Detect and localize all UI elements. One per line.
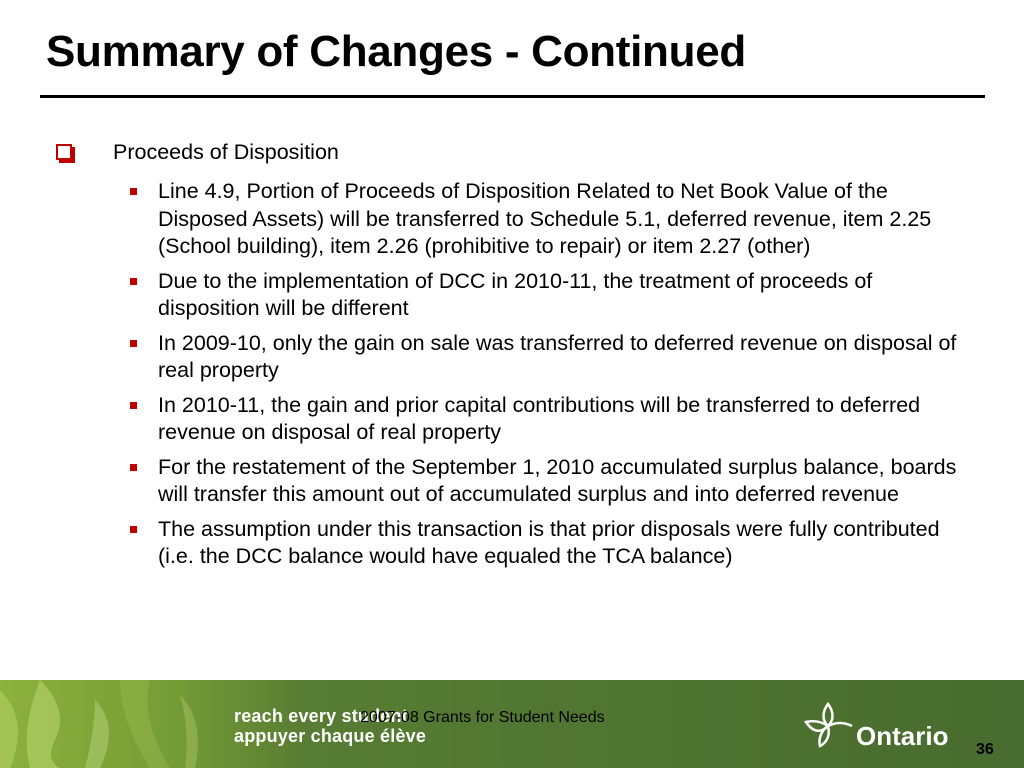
list-item-text: In 2010-11, the gain and prior capital contributions will be transferred to deferred revenue on disposal of real property (158, 392, 921, 444)
square-bullet-icon (130, 340, 137, 347)
list-item-text: Due to the implementation of DCC in 2010-11, the treatment of proceeds of disposition will be different (158, 268, 873, 320)
square-bullet-icon (130, 188, 137, 195)
slide-title: Summary of Changes - Continued (46, 27, 746, 76)
list-item (52, 268, 973, 323)
list-item (52, 392, 973, 447)
square-bullet-icon (130, 402, 137, 409)
list-item (52, 178, 973, 261)
trillium-icon (800, 700, 856, 748)
title-divider (40, 95, 985, 98)
slogan-english: reach every student (234, 706, 408, 726)
list-item-text: The assumption under this transaction is that prior disposals were fully contributed (i.e. the DCC balance would have equaled the TCA balance) (158, 516, 940, 568)
list-item (52, 516, 973, 571)
page-number: 36 (976, 741, 994, 758)
leaf-decoration-icon (0, 680, 240, 768)
checkbox-icon (56, 144, 72, 160)
list-item (52, 454, 973, 509)
slide-content (52, 138, 982, 578)
section-heading (52, 138, 982, 166)
list-item-text: For the restatement of the September 1, 2010 accumulated surplus balance, boards will transfer this amount out of accumulated surplus and into deferred revenue (158, 454, 957, 506)
ontario-wordmark: Ontario (856, 721, 949, 751)
square-bullet-icon (130, 464, 137, 471)
square-bullet-icon (130, 526, 137, 533)
list-item (52, 330, 973, 385)
list-item-text: In 2009-10, only the gain on sale was transferred to deferred revenue on disposal of real property (158, 330, 957, 382)
slogan-french: appuyer chaque élève (234, 726, 427, 746)
section-heading-text: Proceeds of Disposition (113, 140, 339, 164)
square-bullet-icon (130, 278, 137, 285)
list-item-text: Line 4.9, Portion of Proceeds of Disposition Related to Net Book Value of the Disposed Assets) will be transferred to Schedule 5.1, deferred revenue, item 2.25 (School building), item 2.26 (prohibitive to repair) or item 2.27 (other) (158, 179, 932, 258)
footer-caption: 2007-08 Grants for Student Needs (360, 709, 605, 726)
bullet-list (52, 178, 982, 571)
